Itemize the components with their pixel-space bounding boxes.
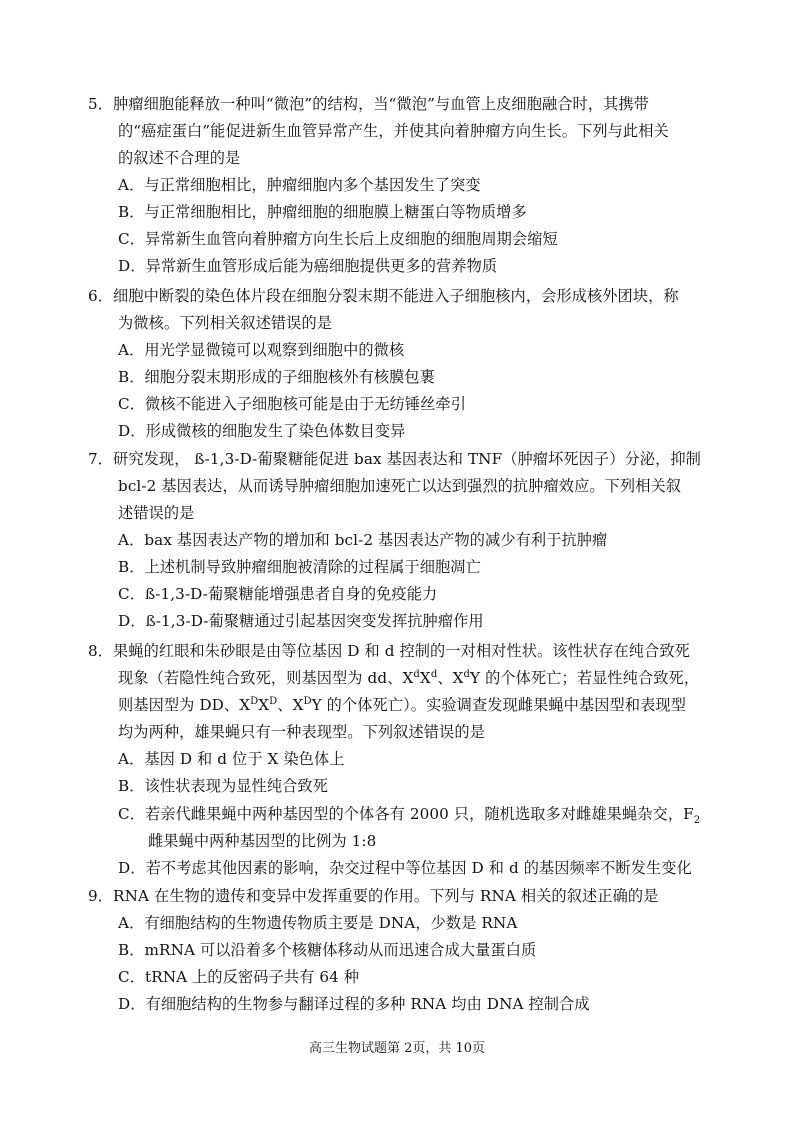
q8-option-c-text: C．若亲代雌果蝇中两种基因型的个体各有 2000 只，随机选取多对雌雄果蝇杂交，F (118, 805, 694, 823)
q5-option-c: C．异常新生血管向着肿瘤方向生长后上皮细胞的细胞周期会缩短 (118, 230, 558, 248)
q7-stem-line-1: 7．研究发现， ß-1,3-D-葡聚糖能促进 bax 基因表达和 TNF（肿瘤坏死因子）分泌，抑制 (88, 450, 701, 468)
q6-option-d: D．形成微核的细胞发生了染色体数目变异 (118, 422, 406, 440)
q9-option-a: A．有细胞结构的生物遗传物质主要是 DNA，少数是 RNA (118, 914, 518, 932)
q8-line3-part-c: 、X (277, 696, 304, 714)
q9-option-d: D．有细胞结构的生物参与翻译过程的多种 RNA 均由 DNA 控制合成 (118, 995, 590, 1013)
q7-option-a: A．bax 基因表达产物的增加和 bcl-2 基因表达产物的减少有利于抗肿瘤 (118, 531, 608, 549)
q6-option-c: C．微核不能进入子细胞核可能是由于无纺锤丝牵引 (118, 395, 467, 413)
q9-option-c: C．tRNA 上的反密码子共有 64 种 (118, 968, 360, 986)
q5-stem-line-1: 5．肿瘤细胞能释放一种叫“微泡”的结构，当“微泡”与血管上皮细胞融合时，其携带 (88, 95, 649, 113)
q8-line3-sup-2: D (269, 695, 278, 707)
q8-line3-part-d: Y 的个体死亡）。实验调查发现雌果蝇中基因型和表现型 (311, 696, 686, 714)
q8-option-c-sub: 2 (693, 815, 701, 827)
q8-option-d: D．若不考虑其他因素的影响，杂交过程中等位基因 D 和 d 的基因频率不断发生变化 (118, 859, 692, 877)
q6-stem-line-2: 为微核。下列相关叙述错误的是 (118, 314, 333, 332)
q9-stem-line-1: 9．RNA 在生物的遗传和变异中发挥重要的作用。下列与 RNA 相关的叙述正确的是 (88, 887, 659, 905)
q6-option-a: A．用光学显微镜可以观察到细胞中的微核 (118, 341, 405, 359)
q8-line3-sup-1: D (250, 695, 259, 707)
q8-line2-part-d: Y 的个体死亡；若显性纯合致死， (470, 669, 700, 687)
q8-stem-line-1: 8．果蝇的红眼和朱砂眼是由等位基因 D 和 d 控制的一对相对性状。该性状存在纯合致死 (88, 642, 690, 660)
q8-line3-sup-3: D (303, 695, 312, 707)
q7-option-d: D．ß-1,3-D-葡聚糖通过引起基因突变发挥抗肿瘤作用 (118, 612, 484, 630)
q8-line3-part-a: 则基因型为 DD、X (118, 696, 251, 714)
q8-option-a: A．基因 D 和 d 位于 X 染色体上 (118, 750, 345, 768)
q8-line2-part-b: X (419, 669, 431, 687)
q8-option-c-line-1 (118, 804, 701, 827)
q7-stem-line-2: bcl-2 基因表达，从而诱导肿瘤细胞加速死亡以达到强烈的抗肿瘤效应。下列相关叙 (118, 477, 682, 495)
q5-option-b: B．与正常细胞相比，肿瘤细胞的细胞膜上糖蛋白等物质增多 (118, 203, 527, 221)
q5-option-a: A．与正常细胞相比，肿瘤细胞内多个基因发生了突变 (118, 176, 481, 194)
q8-stem-line-2 (118, 668, 699, 688)
page-footer: 高三生物试题第 2页，共 10页 (308, 1041, 486, 1056)
q7-option-b: B．上述机制导致肿瘤细胞被清除的过程属于细胞凋亡 (118, 558, 481, 576)
q6-option-b: B．细胞分裂末期形成的子细胞核外有核膜包裹 (118, 368, 436, 386)
q8-line2-sup-1: d (413, 668, 420, 680)
q8-stem-line-3 (118, 695, 686, 715)
q5-stem-line-2: 的“癌症蛋白”能促进新生血管异常产生，并使其向着肿瘤方向生长。下列与此相关 (118, 122, 669, 140)
q9-option-b: B．mRNA 可以沿着多个核糖体移动从而迅速合成大量蛋白质 (118, 941, 537, 959)
q7-stem-line-3: 述错误的是 (118, 504, 195, 522)
q8-line2-part-c: 、X (437, 669, 464, 687)
q8-line2-sup-2: d (430, 668, 438, 680)
q5-stem-line-3: 的叙述不合理的是 (118, 149, 241, 167)
q7-option-c: C．ß-1,3-D-葡聚糖能增强患者自身的免疫能力 (118, 585, 438, 603)
q8-line2-part-a: 现象（若隐性纯合致死，则基因型为 dd、X (118, 669, 414, 687)
q5-option-d: D．异常新生血管形成后能为癌细胞提供更多的营养物质 (118, 257, 498, 275)
q6-stem-line-1: 6．细胞中断裂的染色体片段在细胞分裂末期不能进入子细胞核内，会形成核外团块，称 (88, 287, 679, 305)
q8-option-c-line-2: 雌果蝇中两种基因型的比例为 1:8 (148, 832, 377, 850)
q8-option-b: B．该性状表现为显性纯合致死 (118, 777, 328, 795)
q8-line3-part-b: X (258, 696, 270, 714)
q8-line2-sup-3: d (463, 668, 471, 680)
q8-stem-line-4: 均为两种，雄果蝇只有一种表现型。下列叙述错误的是 (118, 723, 485, 741)
